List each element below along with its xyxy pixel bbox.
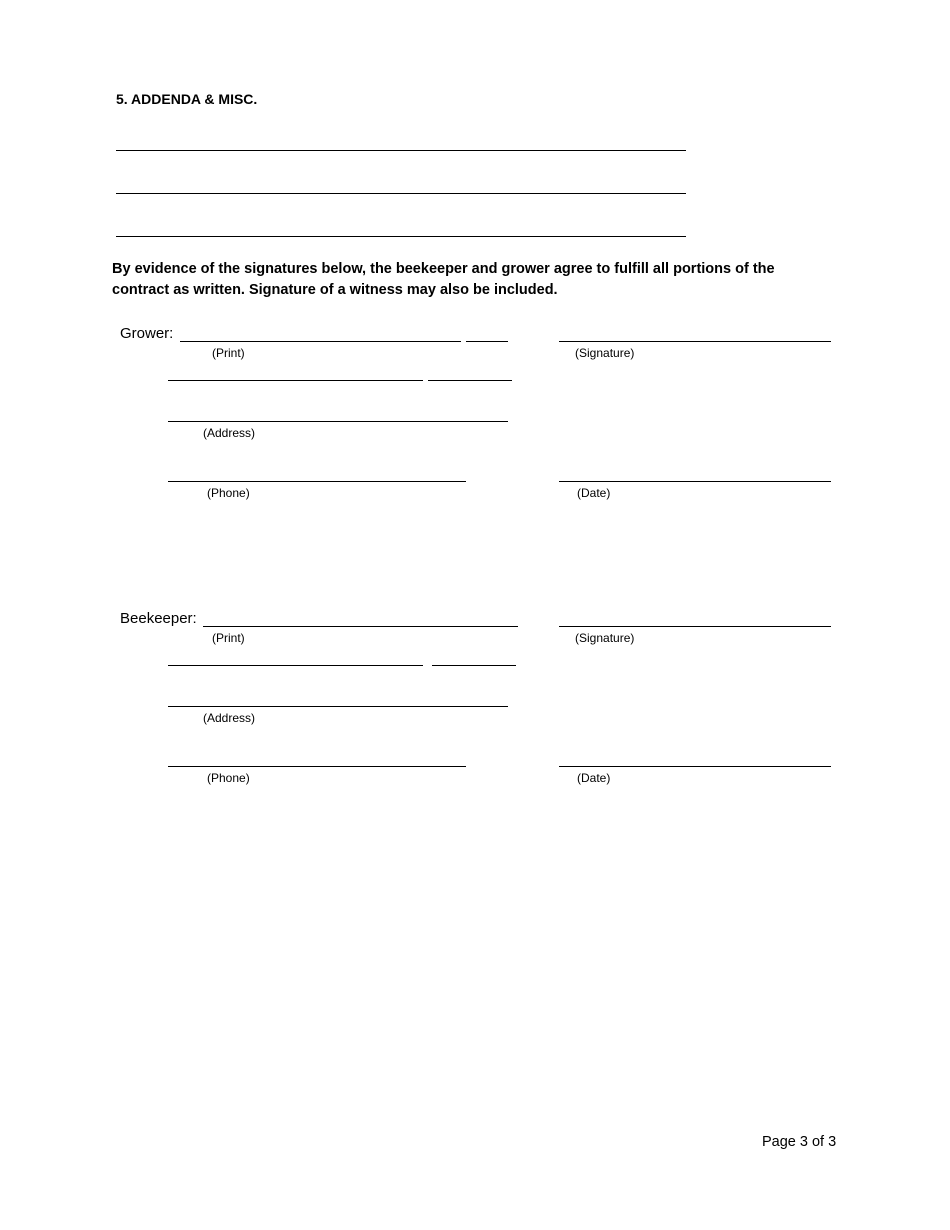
beekeeper-phone-line[interactable]	[168, 766, 466, 767]
beekeeper-date-caption: (Date)	[577, 771, 611, 785]
beekeeper-address-line-1[interactable]	[168, 665, 423, 666]
addenda-line-1[interactable]	[116, 150, 686, 151]
grower-address-line-1[interactable]	[168, 380, 423, 381]
beekeeper-signature-line[interactable]	[559, 626, 831, 627]
grower-signature-line[interactable]	[559, 341, 831, 342]
grower-phone-caption: (Phone)	[207, 486, 250, 500]
page-number: Page 3 of 3	[762, 1134, 837, 1150]
grower-date-line[interactable]	[559, 481, 831, 482]
beekeeper-address-line-2[interactable]	[168, 706, 508, 707]
grower-print-caption: (Print)	[212, 346, 245, 360]
section-heading: 5. ADDENDA & MISC.	[116, 91, 258, 107]
grower-print-line-extra[interactable]	[466, 341, 508, 342]
beekeeper-signature-caption: (Signature)	[575, 631, 635, 645]
beekeeper-date-line[interactable]	[559, 766, 831, 767]
beekeeper-label: Beekeeper:	[120, 610, 197, 627]
beekeeper-address-line-1-extra[interactable]	[432, 665, 516, 666]
beekeeper-print-caption: (Print)	[212, 631, 245, 645]
grower-print-line[interactable]	[180, 341, 461, 342]
addenda-line-2[interactable]	[116, 193, 686, 194]
grower-date-caption: (Date)	[577, 486, 611, 500]
grower-phone-line[interactable]	[168, 481, 466, 482]
beekeeper-phone-caption: (Phone)	[207, 771, 250, 785]
grower-signature-caption: (Signature)	[575, 346, 635, 360]
grower-address-line-1-extra[interactable]	[428, 380, 512, 381]
agreement-statement: By evidence of the signatures below, the beekeeper and grower agree to fulfill all portions of the contract as written. Signature of a witness may also be included.	[112, 261, 775, 298]
grower-address-caption: (Address)	[203, 426, 256, 440]
addenda-line-3[interactable]	[116, 236, 686, 237]
beekeeper-address-caption: (Address)	[203, 711, 256, 725]
grower-address-line-2[interactable]	[168, 421, 508, 422]
grower-label: Grower:	[120, 325, 174, 342]
beekeeper-print-line[interactable]	[203, 626, 518, 627]
